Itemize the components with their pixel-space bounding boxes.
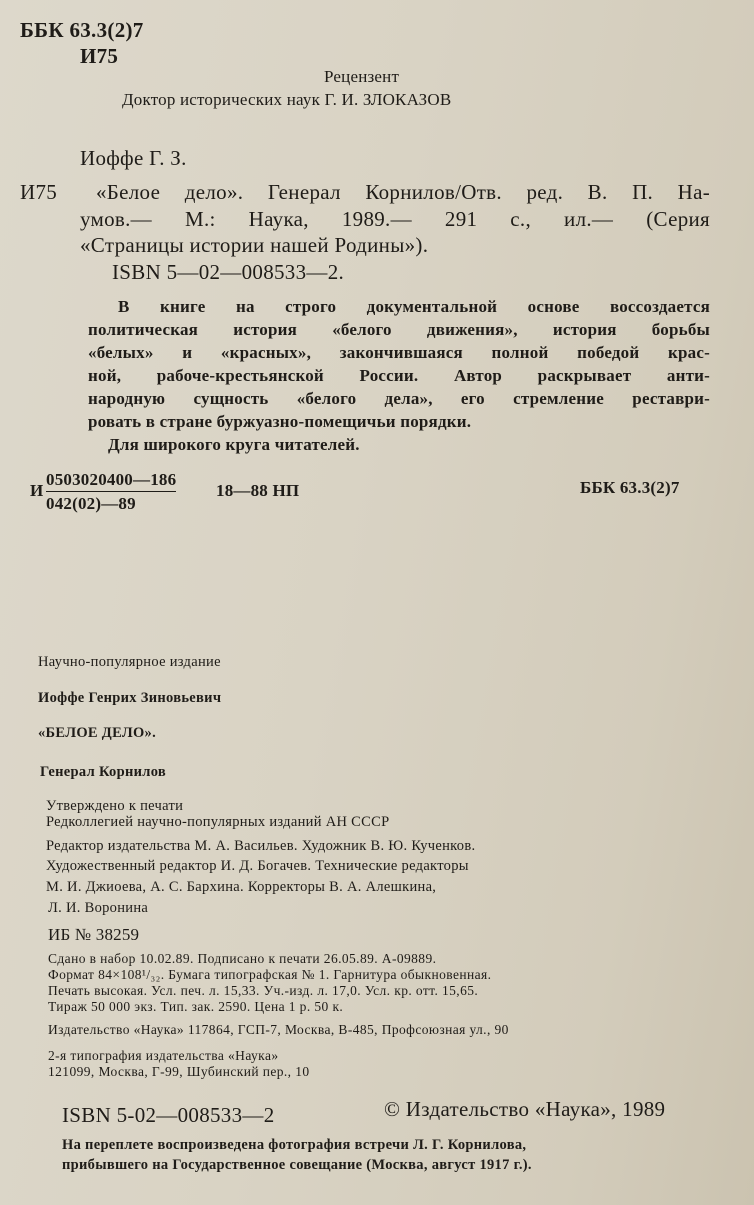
catalog-line-1: «Белое дело». Генерал Корнилов/Отв. ред. В. П. На- — [96, 180, 710, 204]
printer-line-2: 121099, Москва, Г-99, Шубинский пер., 10 — [48, 1064, 310, 1079]
annotation-line-3: «белых» и «красных», закончившаяся полной победой крас- — [88, 343, 710, 362]
print-line-3: Печать высокая. Усл. печ. л. 15,33. Уч.-изд. л. 17,0. Усл. кр. отт. 15,65. — [48, 983, 479, 998]
print-line-4: Тираж 50 000 экз. Тип. зак. 2590. Цена 1 р. 50 к. — [48, 999, 344, 1014]
staff-line-1: Редактор издательства М. А. Васильев. Художник В. Ю. Кученков. — [46, 838, 476, 854]
book-title: «БЕЛОЕ ДЕЛО». — [38, 725, 157, 741]
index-denominator: 042(02)—89 — [46, 494, 136, 513]
reviewer-label: Рецензент — [324, 67, 400, 86]
catalog-line-2: умов.— М.: Наука, 1989.— 291 с., ил.— (Серия — [80, 207, 710, 231]
annotation-audience: Для широкого круга читателей. — [108, 435, 360, 454]
annotation-line-5: народную сущность «белого дела», его стремление реставри- — [88, 389, 710, 408]
catalog-author: Иоффе Г. З. — [80, 146, 187, 170]
print-line-2: Формат 84×108¹/₃₂. Бумага типографская № 1. Гарнитура обыкновенная. — [48, 967, 492, 982]
book-subtitle: Генерал Корнилов — [40, 764, 167, 780]
index-prefix: И — [30, 481, 44, 500]
index-numerator: 0503020400—186 — [46, 470, 176, 492]
annotation-line-2: политическая история «белого движения», история борьбы — [88, 320, 710, 339]
approved-line-1: Утверждено к печати — [46, 798, 184, 814]
printer-line-1: 2-я типография издательства «Наука» — [48, 1048, 279, 1063]
author-mark-top: И75 — [80, 44, 119, 68]
staff-line-2: Художественный редактор И. Д. Богачев. Технические редакторы — [46, 858, 469, 874]
approved-line-2: Редколлегией научно-популярных изданий АН СССР — [46, 814, 390, 830]
staff-line-3: М. И. Джиоева, А. С. Бархина. Корректоры В. А. Алешкина, — [46, 879, 437, 895]
catalog-mark: И75 — [20, 180, 58, 204]
annotation-line-1: В книге на строго документальной основе воссоздается — [118, 297, 710, 316]
index-code: 18—88 НП — [216, 481, 300, 500]
publisher-address: Издательство «Наука» 117864, ГСП-7, Москва, В-485, Профсоюзная ул., 90 — [48, 1022, 509, 1037]
catalog-line-3: «Страницы истории нашей Родины»). — [80, 233, 429, 257]
colophon-isbn: ISBN 5-02—008533—2 — [62, 1103, 275, 1127]
author-full-name: Иоффе Генрих Зиновьевич — [38, 690, 222, 706]
annotation-line-6: ровать в стране буржуазно-помещичьи порядки. — [88, 412, 472, 431]
cover-note-line-2: прибывшего на Государственное совещание (Москва, август 1917 г.). — [62, 1157, 532, 1173]
index-fraction — [46, 470, 176, 514]
edition-type: Научно-популярное издание — [38, 654, 221, 670]
cover-note-line-1: На переплете воспроизведена фотография встречи Л. Г. Корнилова, — [62, 1137, 527, 1153]
print-line-1: Сдано в набор 10.02.89. Подписано к печати 26.05.89. А-09889. — [48, 951, 437, 966]
index-bbk: ББК 63.3(2)7 — [580, 478, 680, 497]
annotation-line-4: ной, рабоче-крестьянской России. Автор раскрывает анти- — [88, 366, 710, 385]
ib-number: ИБ № 38259 — [48, 925, 140, 944]
copyright: © Издательство «Наука», 1989 — [384, 1097, 666, 1121]
bbk-code-top: ББК 63.3(2)7 — [20, 18, 144, 42]
catalog-isbn: ISBN 5—02—008533—2. — [112, 260, 345, 284]
reviewer-name: Доктор исторических наук Г. И. ЗЛОКАЗОВ — [122, 90, 452, 109]
staff-line-4: Л. И. Воронина — [48, 900, 149, 916]
